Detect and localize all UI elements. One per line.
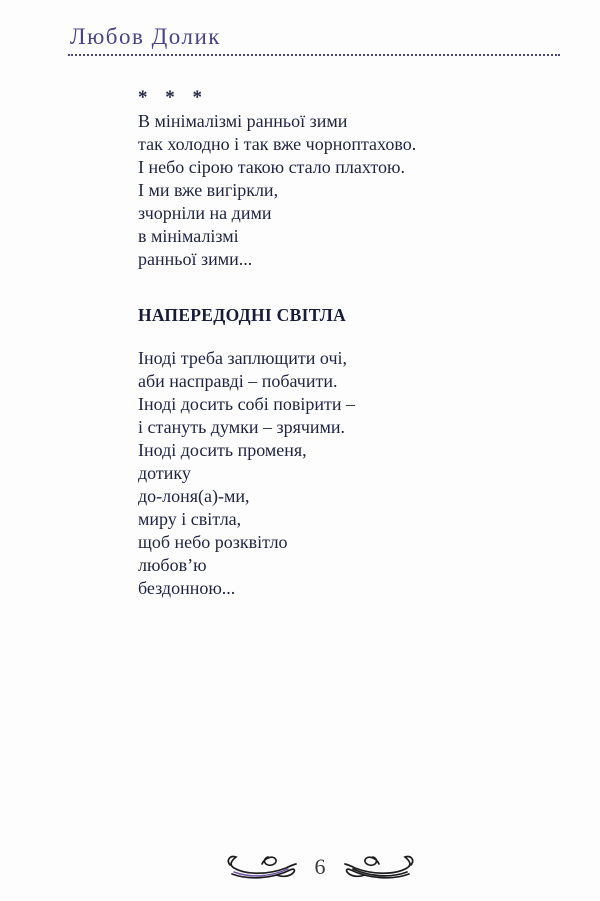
page-footer [40,852,600,882]
flourish-right-icon [343,852,419,882]
poem-line: Іноді досить променя, [138,440,307,460]
running-head [70,24,221,50]
poem-line: бездонною... [138,578,236,598]
poem-line: миру і світла, [138,509,242,529]
untitled-poem-marker: * * * [138,87,202,108]
poem-title: НАПЕРЕДОДНІ СВІТЛА [138,305,347,325]
poem-line: І ми вже вигіркли, [138,180,279,200]
author-name: Любов Долик [70,24,221,49]
poem-1 [138,110,498,271]
poem-line: І небо сірою такою стало плахтою. [138,157,406,177]
poem-line: Іноді досить собі повірити – [138,394,355,414]
poem-2 [138,347,498,600]
poem-line: і стануть думки – зрячими. [138,417,346,437]
poem-line: В мінімалізмі ранньої зими [138,111,348,131]
poem-line: любов’ю [138,555,207,575]
poem-line: в мінімалізмі [138,226,239,246]
poem-line: щоб небо розквітло [138,532,288,552]
poem-line: ранньої зими... [138,249,253,269]
poem-line: зчорніли на дими [138,203,272,223]
flourish-left-icon [222,852,298,882]
dotted-rule-divider [68,54,560,56]
poem-line: дотику [138,463,191,483]
poem-line: так холодно і так вже чорноптахово. [138,134,417,154]
poem-line: Іноді треба заплющити очі, [138,348,347,368]
page-content [138,86,498,600]
page-number: 6 [314,854,326,879]
poem-line: аби насправді – побачити. [138,371,338,391]
poem-line: до-лоня(а)-ми, [138,486,250,506]
